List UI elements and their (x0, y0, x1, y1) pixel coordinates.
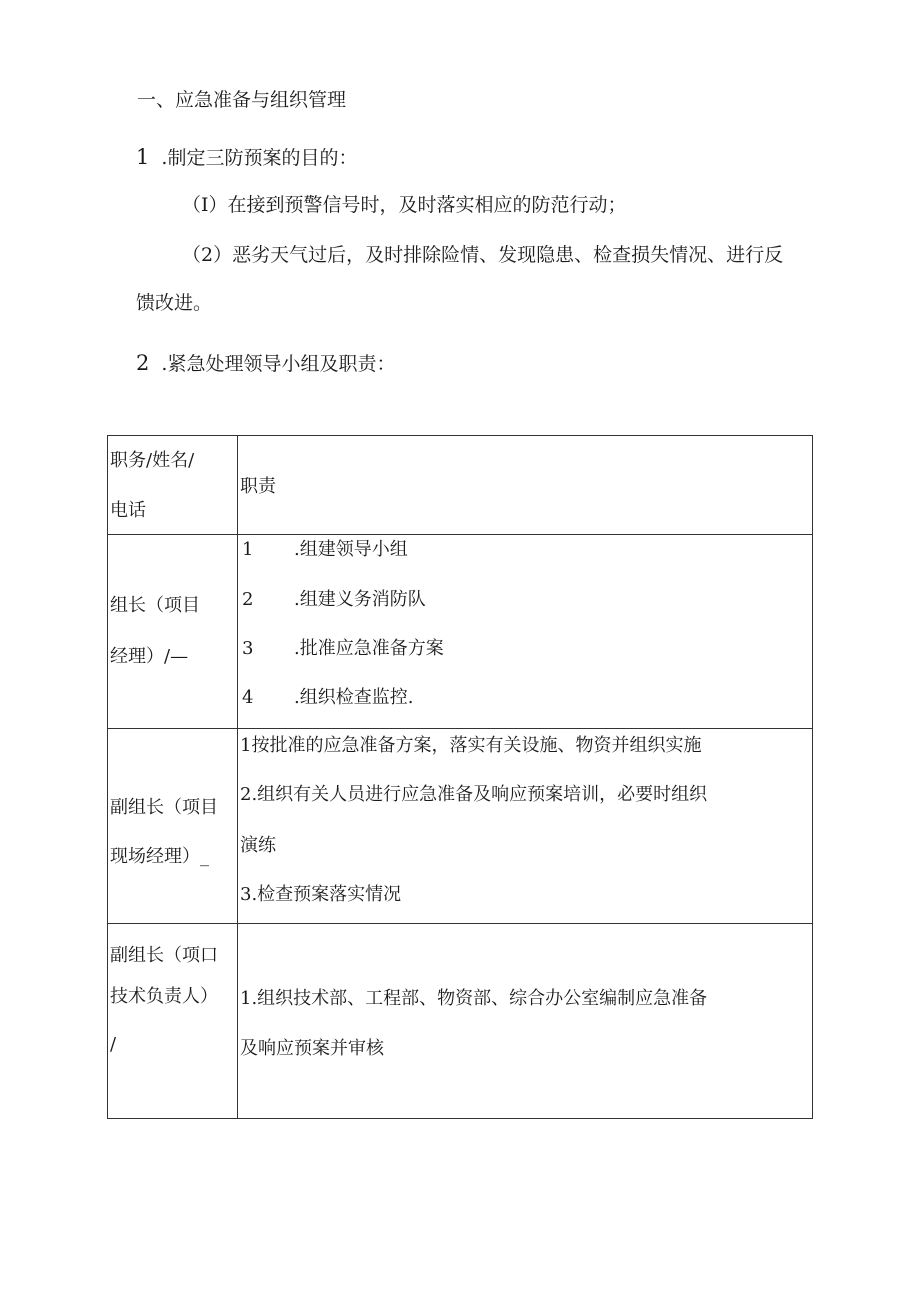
duty-line: 演练 (240, 835, 276, 856)
duty-line: 3.检查预案落实情况 (240, 884, 402, 905)
role-line: 经理）/— (110, 646, 189, 667)
header-duty-cell (238, 436, 813, 535)
role-line: 副组长（项目 (110, 797, 218, 818)
duty-item-number: 4 (242, 687, 254, 708)
section-1-title (136, 147, 357, 168)
duty-cell (238, 924, 813, 1119)
duty-item-number: 1 (242, 539, 254, 560)
duty-cell (238, 729, 813, 924)
role-line: 副组长（项口 (110, 945, 218, 966)
duty-cell (238, 535, 813, 729)
section-2-text: .紧急处理领导小组及职责： (161, 353, 396, 375)
table-row (108, 535, 813, 729)
section-1-number: 1 (136, 145, 150, 169)
role-cell (108, 924, 238, 1119)
section-heading: 一、应急准备与组织管理 (137, 89, 347, 111)
role-cell (108, 535, 238, 729)
header-duty-label: 职责 (240, 476, 276, 497)
header-role-cell (108, 436, 238, 535)
role-line: / (110, 1034, 117, 1055)
section-2-title (136, 353, 395, 374)
duty-line: 及响应预案并审核 (240, 1038, 384, 1059)
header-role-line: 职务/姓名/ (110, 450, 195, 471)
role-line: 组长（项目 (110, 595, 200, 616)
role-line: 技术负责人） (110, 986, 218, 1007)
section-1-text: .制定三防预案的目的： (161, 147, 358, 169)
table-header-row (108, 436, 813, 535)
purpose-item-1: （I）在接到预警信号时，及时落实相应的防范行动； (182, 194, 627, 216)
duty-item-text: .组建领导小组 (294, 539, 408, 560)
table-row (108, 924, 813, 1119)
duty-item-text: .批准应急准备方案 (294, 638, 444, 659)
responsibility-table (107, 435, 813, 1119)
duty-line: 1.组织技术部、工程部、物资部、综合办公室编制应急准备 (240, 988, 708, 1009)
section-2-number: 2 (136, 351, 150, 375)
duty-line: 1按批准的应急准备方案，落实有关设施、物资并组织实施 (240, 735, 702, 756)
duty-item-text: .组织检查监控. (294, 687, 414, 708)
table-row (108, 729, 813, 924)
duty-item-text: .组建义务消防队 (294, 589, 426, 610)
purpose-item-2: （2）恶劣天气过后，及时排除险情、发现隐患、检查损失情况、进行反 (182, 244, 784, 266)
header-role-line: 电话 (110, 500, 146, 521)
duty-item-number: 3 (242, 638, 254, 659)
role-cell (108, 729, 238, 924)
duty-item-number: 2 (242, 589, 254, 610)
purpose-item-2-cont: 馈改进。 (136, 292, 213, 314)
duty-line: 2.组织有关人员进行应急准备及响应预案培训，必要时组织 (240, 784, 708, 805)
role-line: 现场经理）_ (110, 846, 209, 867)
